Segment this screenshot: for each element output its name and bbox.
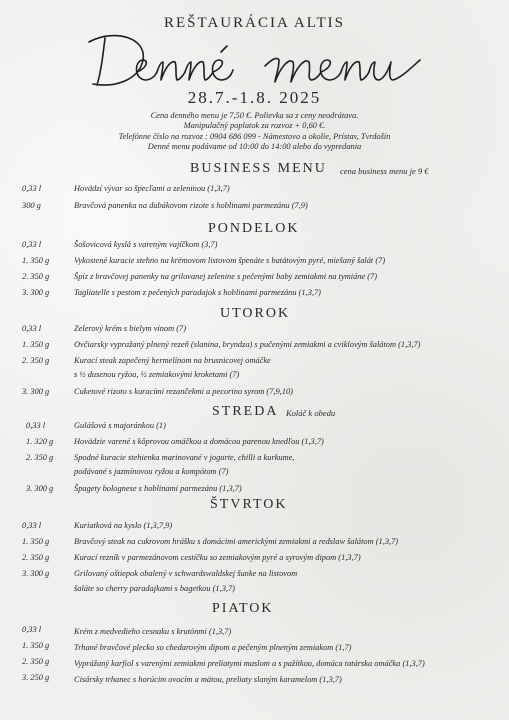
info-line: Denné menu podávame od 10:00 do 14:00 alebo do vypredania — [147, 141, 362, 151]
item-qty: 1. 320 g — [26, 437, 54, 446]
item-dish: Tagliatelle s pestom z pečených paradajok s hoblinami parmezánu (1,3,7) — [74, 288, 321, 297]
section-title-business: BUSINESS MENU — [190, 161, 327, 176]
item-qty: 300 g — [22, 201, 41, 210]
menu-dates: 28.7.-1.8. 2025 — [187, 88, 322, 107]
item-qty: 2. 350 g — [26, 453, 54, 462]
item-dish: Špíz z bravčovej panenky na grilovanej zelenine s pečenými baby zemiakmi na tymiáne (7) — [74, 272, 378, 281]
item-dish: Gulášová s majoránkou (1) — [74, 421, 166, 430]
item-dish: Vyprážaný karfiol s varenými zemiakmi preliatymi maslom a s pažítkou, domáca tatárska omáčka (1,3,7) — [74, 659, 425, 668]
item-qty: 1. 350 g — [22, 256, 50, 265]
item-qty: 0,33 l — [26, 421, 46, 430]
item-qty: 0,33 l — [22, 625, 42, 634]
item-dish: Spodné kuracie stehienka marinované v jogurte, chilli a kurkume, — [74, 453, 295, 462]
item-dish: Bravčová panenka na dubákovom rizote s hoblinami parmezánu (7,9) — [74, 201, 308, 210]
item-qty: 0,33 l — [22, 521, 42, 530]
section-title-pondelok: PONDELOK — [208, 221, 300, 236]
item-qty: 2. 350 g — [22, 657, 50, 666]
item-qty: 3. 300 g — [22, 569, 50, 578]
restaurant-name: REŠTAURÁCIA ALTIS — [163, 15, 346, 31]
section-title-stvrtok: ŠTVRTOK — [210, 497, 288, 512]
item-qty: 3. 300 g — [22, 288, 50, 297]
item-dish: Vykostené kuracie stehno na krémovom listovom špenáte s batátovým pyré, miešaný šalát (7) — [74, 256, 386, 265]
info-line: Telefónne číslo na rozvoz : 0904 686 099 - Námestovo a okolie, Prístav, Tvrdošín — [118, 131, 391, 141]
item-qty: 3. 300 g — [26, 484, 54, 493]
item-dish: Grilovaný oštiepok obalený v schwardswaldskej šunke na listovom — [74, 569, 298, 578]
item-qty: 3. 250 g — [22, 673, 50, 682]
item-qty: 0,33 l — [22, 324, 42, 333]
item-dish-line2: s ½ dusenou ryžou, ½ zemiakovými kroketami (7) — [74, 370, 240, 379]
item-dish: Krém z medvedieho cesnaku s krutónmi (1,3,7) — [74, 627, 232, 636]
item-dish: Bravčový steak na cukrovom hrášku s domácimi americkými zemiakmi a redslaw šalátom (1,3,7) — [74, 537, 399, 546]
menu-title-script — [75, 20, 435, 95]
item-qty: 2. 350 g — [22, 553, 50, 562]
section-title-streda: STREDA — [212, 404, 279, 419]
section-note-streda: Koláč k obedu — [286, 408, 336, 418]
item-dish: Hovädzie varené s kôprovou omáčkou a domácou parenou knedľou (1,3,7) — [74, 437, 324, 446]
section-note-business: cena business menu je 9 € — [340, 166, 429, 176]
item-dish: Ovčiarsky vypražaný plnený rezeň (slanina, bryndza) s pučenými zemiakmi a cviklovým šalátom (1,3,7) — [74, 340, 421, 349]
info-line: Manipulačný poplatok za rozvoz + 0,60 €. — [183, 121, 326, 131]
menu-info — [0, 111, 509, 152]
item-qty: 1. 350 g — [22, 340, 50, 349]
item-dish: Šošovicová kyslá s vareným vajíčkom (3,7) — [74, 240, 218, 249]
item-dish-line2: šaláte so cherry paradajkami s bagetkou (1,3,7) — [74, 584, 235, 593]
item-dish: Zelerový krém s bielym vínom (7) — [74, 324, 187, 333]
item-qty: 2. 350 g — [22, 356, 50, 365]
item-dish: Kurací steak zapečený hermelínom na brusnicovej omáčke — [74, 356, 271, 365]
script-lettering-graphic — [75, 20, 435, 95]
item-dish: Kuriatková na kyslo (1,3,7,9) — [74, 521, 173, 530]
item-dish-line2: podávané s jazmínovou ryžou a kompótom (7) — [74, 467, 229, 476]
item-qty: 2. 350 g — [22, 272, 50, 281]
item-dish: Trhané bravčové plecko so chedarovým dipom a pečeným plneným zemiakom (1,7) — [74, 643, 352, 652]
section-title-piatok: PIATOK — [212, 601, 274, 616]
item-qty: 0,33 l — [22, 240, 42, 249]
item-qty: 0,33 l — [22, 184, 42, 193]
section-title-utorok: UTOROK — [220, 306, 291, 321]
item-qty: 3. 300 g — [22, 387, 50, 396]
item-dish: Cuketové rizoto s kuracími rezančekmi a pecorino syrom (7,9,10) — [74, 387, 293, 396]
item-qty: 1. 350 g — [22, 537, 50, 546]
item-dish: Špagety bolognese s hoblinami parmezánu (1,3,7) — [74, 484, 242, 493]
item-qty: 1. 350 g — [22, 641, 50, 650]
info-line: Cena denného menu je 7,50 €. Polievka sa z ceny neodrátava. — [150, 111, 359, 120]
item-dish: Hovädzí vývar so špecľami a zeleninou (1,3,7) — [74, 184, 230, 193]
item-dish: Kurací rezník v parmezánovom cestíčku so zemiakovým pyré a syrovým dipom (1,3,7) — [74, 553, 361, 562]
item-dish: Cisársky trhanec s horúcim ovocím a mätou, preliaty slaným karamelom (1,3,7) — [74, 675, 342, 684]
